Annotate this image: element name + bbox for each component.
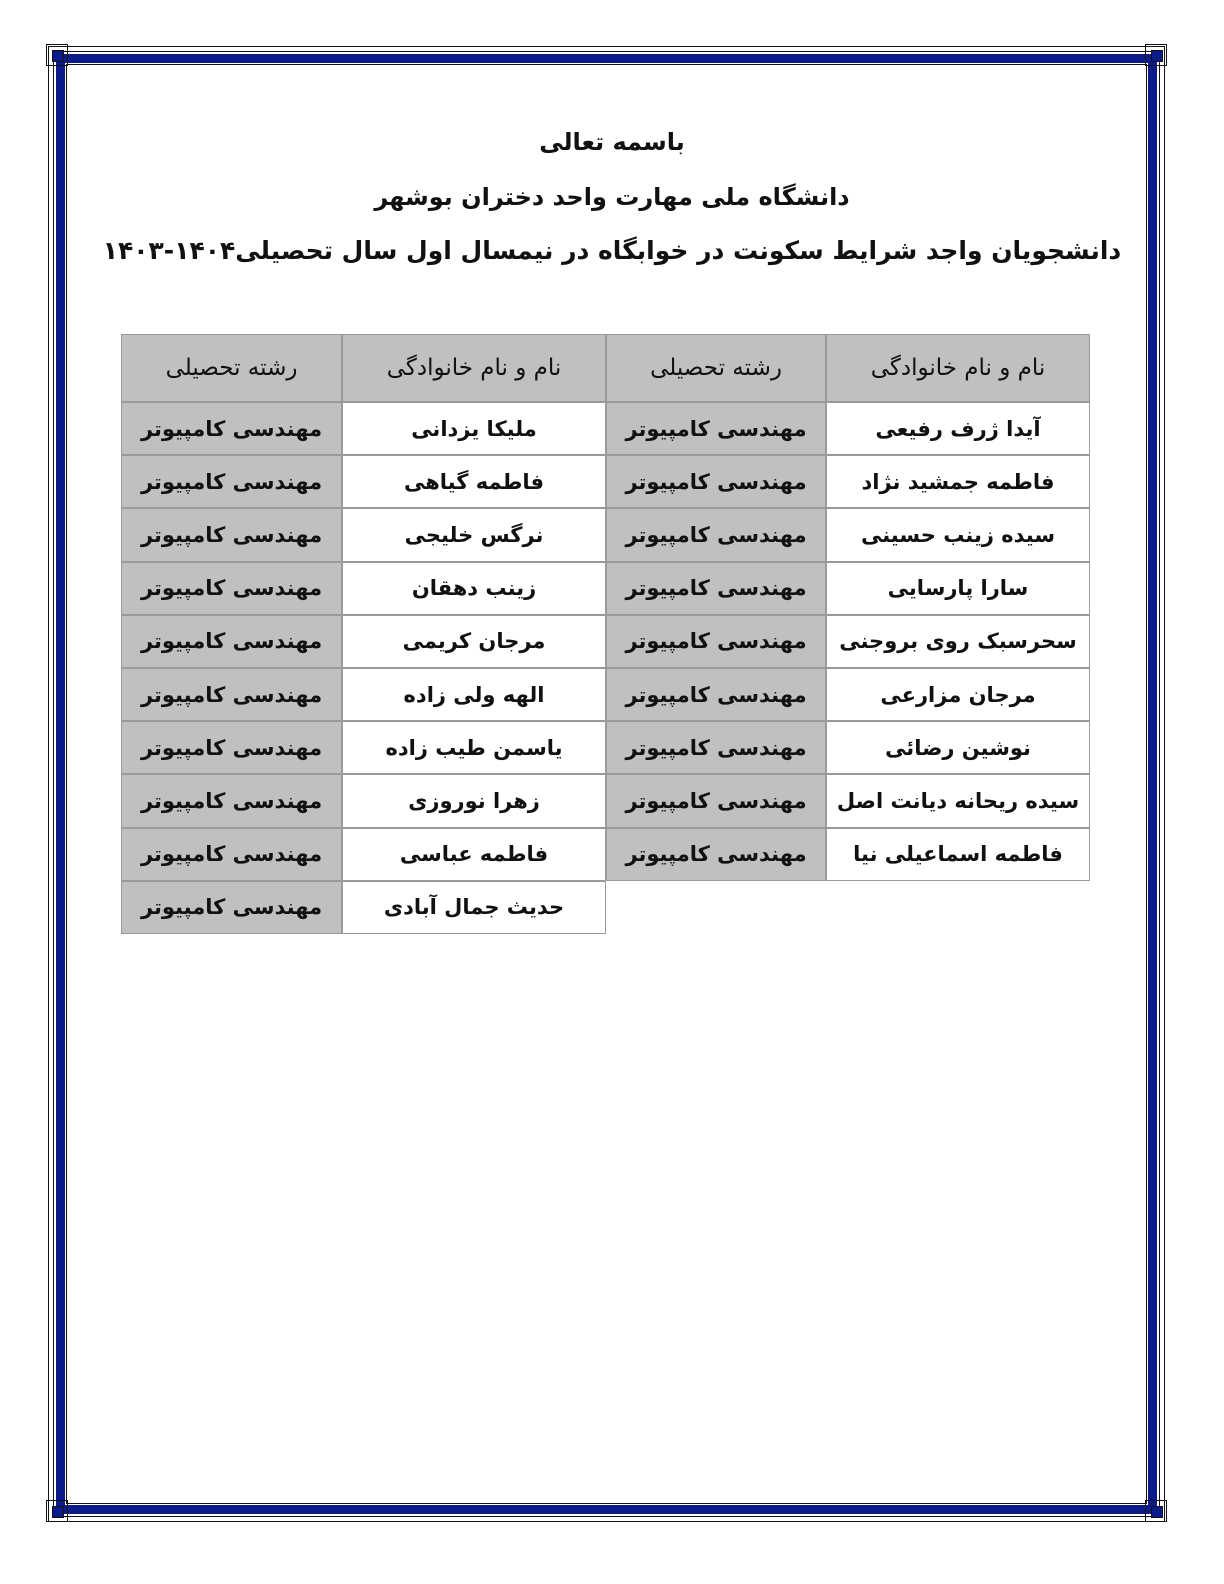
field-of-study-cell: مهندسی کامپیوتر [121,721,342,774]
field-of-study-cell: مهندسی کامپیوتر [606,508,826,561]
field-of-study-cell: مهندسی کامپیوتر [606,774,826,827]
field-of-study-cell: مهندسی کامپیوتر [121,562,342,615]
student-name-cell: سیده زینب حسینی [826,508,1090,561]
field-of-study-cell: مهندسی کامپیوتر [121,615,342,668]
student-name-cell: زهرا نوروزی [342,774,606,827]
student-name-cell: مرجان مزارعی [826,668,1090,721]
student-name-cell: نرگس خلیجی [342,508,606,561]
field-of-study-cell: مهندسی کامپیوتر [606,668,826,721]
column-header: رشته تحصیلی [121,334,342,402]
student-name-cell: نوشین رضائی [826,721,1090,774]
field-of-study-cell: مهندسی کامپیوتر [606,615,826,668]
student-name-cell: فاطمه جمشید نژاد [826,455,1090,508]
student-name-cell: سحرسبک روی بروجنی [826,615,1090,668]
student-name-cell: مرجان کریمی [342,615,606,668]
border-corner-ornament [46,1500,68,1522]
column-header: نام و نام خانوادگی [826,334,1090,402]
student-name-cell: ملیکا یزدانی [342,402,606,455]
student-name-cell: آیدا ژرف رفیعی [826,402,1090,455]
field-of-study-cell: مهندسی کامپیوتر [121,828,342,881]
border-corner-ornament [1145,1500,1167,1522]
field-of-study-cell: مهندسی کامپیوتر [606,828,826,881]
field-of-study-cell: مهندسی کامپیوتر [121,881,342,934]
field-of-study-cell: مهندسی کامپیوتر [121,668,342,721]
student-name-cell: فاطمه گیاهی [342,455,606,508]
field-of-study-cell: مهندسی کامپیوتر [606,721,826,774]
column-header: نام و نام خانوادگی [342,334,606,402]
student-name-cell: فاطمه عباسی [342,828,606,881]
column-header: رشته تحصیلی [606,334,826,402]
field-of-study-cell: مهندسی کامپیوتر [606,402,826,455]
student-name-cell: یاسمن طیب زاده [342,721,606,774]
student-name-cell: سارا پارسایی [826,562,1090,615]
student-name-cell: زینب دهقان [342,562,606,615]
field-of-study-cell: مهندسی کامپیوتر [606,562,826,615]
student-name-cell: الهه ولی زاده [342,668,606,721]
document-title: دانشجویان واجد شرایط سکونت در خوابگاه در نیمسال اول سال تحصیلی۱۴۰۴-۱۴۰۳ [102,236,1122,265]
border-corner-ornament [1145,44,1167,66]
student-name-cell: سیده ریحانه دیانت اصل [826,774,1090,827]
field-of-study-cell: مهندسی کامپیوتر [121,508,342,561]
border-corner-ornament [46,44,68,66]
university-title: دانشگاه ملی مهارت واحد دختران بوشهر [374,183,850,211]
student-name-cell: حدیث جمال آبادی [342,881,606,934]
student-name-cell: فاطمه اسماعیلی نیا [826,828,1090,881]
field-of-study-cell: مهندسی کامپیوتر [121,774,342,827]
field-of-study-cell: مهندسی کامپیوتر [121,402,342,455]
field-of-study-cell: مهندسی کامپیوتر [606,455,826,508]
field-of-study-cell: مهندسی کامپیوتر [121,455,342,508]
invocation-heading: باسمه تعالی [539,128,685,156]
